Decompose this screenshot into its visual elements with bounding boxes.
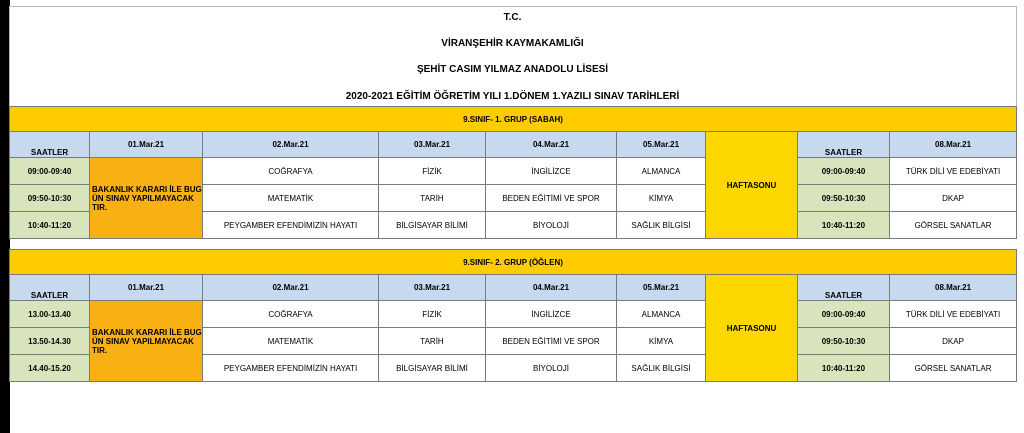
day-header: 01.Mar.21 — [90, 275, 203, 301]
day-header: 04.Mar.21 — [486, 275, 617, 301]
exam-cell: COĞRAFYA — [203, 158, 379, 185]
day-header: 02.Mar.21 — [203, 275, 379, 301]
group-1-title: 9.SINIF- 1. GRUP (SABAH) — [10, 107, 1017, 132]
saatler-header-right: SAATLER — [798, 275, 890, 301]
day-header: 08.Mar.21 — [890, 132, 1017, 158]
exam-cell: BİYOLOJİ — [486, 212, 617, 239]
exam-cell: KİMYA — [617, 328, 706, 355]
day-header: 08.Mar.21 — [890, 275, 1017, 301]
exam-schedule-sheet — [9, 6, 1016, 406]
header-line-school: ŞEHİT CASIM YILMAZ ANADOLU LİSESİ — [416, 64, 609, 75]
no-exam-note: BAKANLIK KARARI İLE BUG ÜN SINAV YAPILMAYACAK TIR. — [90, 158, 203, 239]
header-line-tc: T.C. — [503, 12, 522, 23]
exam-cell: ALMANCA — [617, 158, 706, 185]
day-header: 01.Mar.21 — [90, 132, 203, 158]
exam-cell: DKAP — [890, 328, 1017, 355]
day-header: 03.Mar.21 — [379, 132, 486, 158]
day-header: 05.Mar.21 — [617, 132, 706, 158]
exam-cell: BİLGİSAYAR BİLİMİ — [379, 355, 486, 382]
weekend-cell: HAFTASONU — [706, 275, 798, 382]
time-slot-right: 10:40-11:20 — [798, 212, 890, 239]
exam-cell: GÖRSEL SANATLAR — [890, 212, 1017, 239]
group-2-title: 9.SINIF- 2. GRUP (ÖĞLEN) — [10, 250, 1017, 275]
header-line-title: 2020-2021 EĞİTİM ÖĞRETİM YILI 1.DÖNEM 1.YAZILI SINAV TARİHLERİ — [345, 91, 680, 102]
time-slot: 09:00-09:40 — [10, 158, 90, 185]
saatler-header-right: SAATLER — [798, 132, 890, 158]
exam-cell: PEYGAMBER EFENDİMİZİN HAYATI — [203, 212, 379, 239]
exam-cell: İNGİLİZCE — [486, 301, 617, 328]
exam-cell: BİLGİSAYAR BİLİMİ — [379, 212, 486, 239]
exam-cell: ALMANCA — [617, 301, 706, 328]
time-slot-right: 09:00-09:40 — [798, 158, 890, 185]
time-slot: 14.40-15.20 — [10, 355, 90, 382]
time-slot: 13.50-14.30 — [10, 328, 90, 355]
exam-cell: BİYOLOJİ — [486, 355, 617, 382]
exam-cell: TARİH — [379, 328, 486, 355]
exam-cell: FİZİK — [379, 158, 486, 185]
time-slot-right: 09:00-09:40 — [798, 301, 890, 328]
time-slot-right: 09:50-10:30 — [798, 328, 890, 355]
exam-cell: GÖRSEL SANATLAR — [890, 355, 1017, 382]
exam-cell: TARİH — [379, 185, 486, 212]
exam-cell: COĞRAFYA — [203, 301, 379, 328]
header-line-kaymakamlik: VİRANŞEHİR KAYMAKAMLIĞI — [441, 38, 584, 49]
exam-cell: SAĞLIK BİLGİSİ — [617, 355, 706, 382]
exam-cell: KİMYA — [617, 185, 706, 212]
group-2-table — [9, 249, 1017, 382]
saatler-header: SAATLER — [10, 132, 90, 158]
day-header: 03.Mar.21 — [379, 275, 486, 301]
exam-cell: TÜRK DİLİ VE EDEBİYATI — [890, 158, 1017, 185]
time-slot-right: 09:50-10:30 — [798, 185, 890, 212]
time-slot: 10:40-11:20 — [10, 212, 90, 239]
group-1-table — [9, 106, 1017, 239]
weekend-cell: HAFTASONU — [706, 132, 798, 239]
exam-cell: MATEMATİK — [203, 328, 379, 355]
no-exam-note: BAKANLIK KARARI İLE BUG ÜN SINAV YAPILMAYACAK TIR. — [90, 301, 203, 382]
day-header: 05.Mar.21 — [617, 275, 706, 301]
exam-cell: FİZİK — [379, 301, 486, 328]
exam-cell: BEDEN EĞİTİMİ VE SPOR — [486, 328, 617, 355]
exam-cell: MATEMATİK — [203, 185, 379, 212]
exam-cell: SAĞLIK BİLGİSİ — [617, 212, 706, 239]
time-slot-right: 10:40-11:20 — [798, 355, 890, 382]
time-slot: 13.00-13.40 — [10, 301, 90, 328]
exam-cell: BEDEN EĞİTİMİ VE SPOR — [486, 185, 617, 212]
day-header: 04.Mar.21 — [486, 132, 617, 158]
exam-cell: İNGİLİZCE — [486, 158, 617, 185]
time-slot: 09:50-10:30 — [10, 185, 90, 212]
day-header: 02.Mar.21 — [203, 132, 379, 158]
saatler-header: SAATLER — [10, 275, 90, 301]
exam-cell: DKAP — [890, 185, 1017, 212]
exam-cell: PEYGAMBER EFENDİMİZİN HAYATI — [203, 355, 379, 382]
exam-cell: TÜRK DİLİ VE EDEBİYATI — [890, 301, 1017, 328]
